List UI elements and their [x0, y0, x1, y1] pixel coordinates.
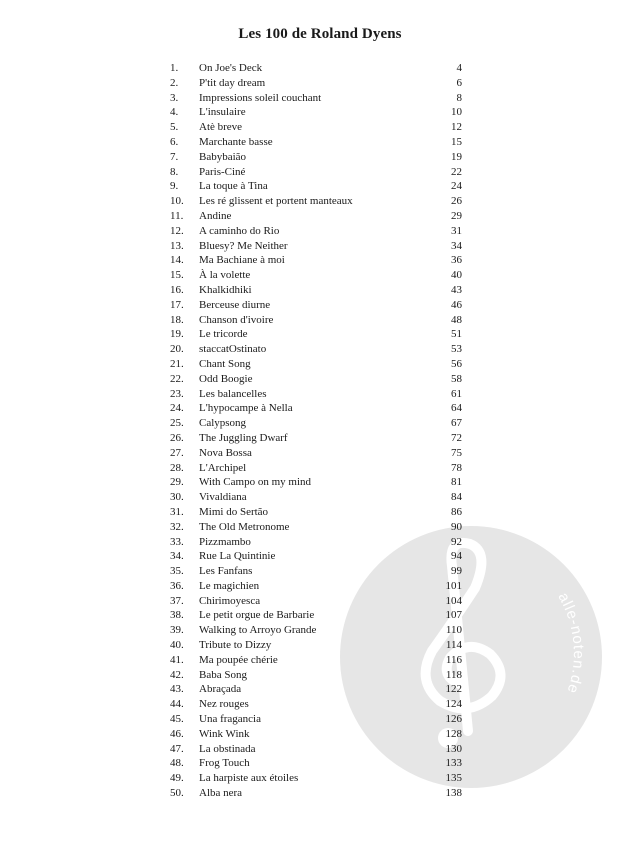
toc-entry — [170, 401, 462, 416]
toc-page: 110 — [445, 624, 462, 637]
toc-number: 43. — [170, 683, 184, 696]
toc-page: 8 — [456, 91, 462, 104]
toc-entry — [170, 697, 462, 712]
toc-entry — [170, 91, 462, 106]
toc-number: 35. — [170, 565, 184, 578]
toc-page: 56 — [451, 357, 462, 370]
toc-number: 27. — [170, 446, 184, 459]
toc-number: 21. — [170, 357, 184, 370]
toc-title: Calypsong — [199, 417, 247, 430]
toc-number: 28. — [170, 461, 184, 474]
toc-number: 17. — [170, 298, 184, 311]
toc-number: 32. — [170, 520, 184, 533]
toc-title: Le petit orgue de Barbarie — [199, 609, 315, 622]
toc-title: Le magichien — [199, 579, 260, 592]
toc-entry — [170, 579, 462, 594]
toc-entry — [170, 431, 462, 446]
toc-title: Frog Touch — [199, 757, 250, 770]
toc-entry — [170, 475, 462, 490]
toc-entry — [170, 283, 462, 298]
watermark-text: alle-noten.de — [554, 589, 587, 697]
toc-page: 46 — [451, 298, 462, 311]
toc-title: Vivaldiana — [199, 491, 247, 504]
toc-entry — [170, 742, 462, 757]
toc-title: Les balancelles — [199, 387, 267, 400]
toc-entry — [170, 756, 462, 771]
toc-title: Baba Song — [199, 668, 247, 681]
toc-number: 10. — [170, 195, 184, 208]
toc-entry — [170, 727, 462, 742]
toc-page: 6 — [456, 76, 462, 89]
toc-entry — [170, 253, 462, 268]
toc-page: 43 — [451, 283, 462, 296]
toc-title: L'hypocampe à Nella — [199, 402, 293, 415]
toc-page: 130 — [445, 742, 462, 755]
toc-page: 138 — [445, 787, 462, 800]
toc-entry — [170, 165, 462, 180]
toc-entry — [170, 387, 462, 402]
toc-page: 36 — [451, 254, 462, 267]
toc-title: Les Fanfans — [199, 565, 253, 578]
toc-page: 90 — [451, 520, 462, 533]
toc-title: Rue La Quintinie — [199, 550, 276, 563]
toc-page: 81 — [451, 476, 462, 489]
toc-title: The Old Metronome — [199, 520, 290, 533]
toc-title: Pizzmambo — [199, 535, 251, 548]
toc-page: 75 — [451, 446, 462, 459]
toc-entry — [170, 179, 462, 194]
toc-page: 104 — [445, 594, 462, 607]
toc-page: 64 — [451, 402, 462, 415]
toc-page: 99 — [451, 565, 462, 578]
toc-entry — [170, 564, 462, 579]
toc-title: Chant Song — [199, 357, 251, 370]
toc-entry — [170, 416, 462, 431]
toc-title: Berceuse diurne — [199, 298, 271, 311]
toc-entry — [170, 105, 462, 120]
toc-page: 24 — [451, 180, 462, 193]
toc-number: 22. — [170, 372, 184, 385]
toc-page: 31 — [451, 224, 462, 237]
toc-number: 4. — [170, 106, 179, 119]
toc-page: 118 — [445, 668, 462, 681]
toc-entry — [170, 461, 462, 476]
toc-number: 37. — [170, 594, 184, 607]
toc-entry — [170, 268, 462, 283]
toc-title: Mimi do Sertão — [199, 505, 269, 518]
toc-title: The Juggling Dwarf — [199, 431, 288, 444]
toc-title: Abraçada — [199, 683, 242, 696]
toc-title: Nova Bossa — [199, 446, 252, 459]
toc-entry — [170, 682, 462, 697]
toc-number: 18. — [170, 313, 184, 326]
toc-page: 135 — [445, 772, 462, 785]
toc-number: 8. — [170, 165, 179, 178]
toc-page: 114 — [445, 639, 462, 652]
toc-number: 45. — [170, 713, 184, 726]
toc-entry — [170, 549, 462, 564]
toc-page: 34 — [451, 239, 462, 252]
toc-title: Tribute to Dizzy — [199, 639, 272, 652]
toc-page: 26 — [451, 195, 462, 208]
toc-number: 7. — [170, 150, 179, 163]
toc-entry — [170, 239, 462, 254]
toc-number: 46. — [170, 727, 184, 740]
table-of-contents — [170, 61, 462, 801]
toc-number: 41. — [170, 653, 184, 666]
toc-title: Chirimoyesca — [199, 594, 261, 607]
toc-number: 25. — [170, 417, 184, 430]
toc-title: Le tricorde — [199, 328, 248, 341]
toc-entry — [170, 372, 462, 387]
toc-page: 15 — [451, 135, 462, 148]
toc-page: 22 — [451, 165, 462, 178]
toc-number: 40. — [170, 639, 184, 652]
toc-number: 19. — [170, 328, 184, 341]
toc-entry — [170, 209, 462, 224]
toc-number: 34. — [170, 550, 184, 563]
toc-page: 48 — [451, 313, 462, 326]
toc-page: 67 — [451, 417, 462, 430]
toc-entry — [170, 505, 462, 520]
toc-title: Wink Wink — [199, 727, 250, 740]
toc-entry — [170, 61, 462, 76]
toc-page: 128 — [445, 727, 462, 740]
toc-title: Ma poupée chérie — [199, 653, 278, 666]
toc-number: 42. — [170, 668, 184, 681]
toc-number: 30. — [170, 491, 184, 504]
toc-title: Bluesy? Me Neither — [199, 239, 288, 252]
toc-entry — [170, 194, 462, 209]
toc-title: Impressions soleil couchant — [199, 91, 322, 104]
toc-entry — [170, 712, 462, 727]
toc-title: Paris-Ciné — [199, 165, 246, 178]
toc-page: 58 — [451, 372, 462, 385]
toc-page: 133 — [445, 757, 462, 770]
toc-title: Les ré glissent et portent manteaux — [199, 195, 353, 208]
toc-entry — [170, 342, 462, 357]
toc-number: 9. — [170, 180, 179, 193]
toc-page: 86 — [451, 505, 462, 518]
toc-title: Chanson d'ivoire — [199, 313, 274, 326]
toc-title: L'Archipel — [199, 461, 247, 474]
toc-page: 92 — [451, 535, 462, 548]
toc-page: 19 — [451, 150, 462, 163]
toc-entry — [170, 771, 462, 786]
toc-title: À la volette — [199, 269, 251, 282]
toc-page: 116 — [445, 653, 462, 666]
toc-entry — [170, 490, 462, 505]
toc-number: 29. — [170, 476, 184, 489]
toc-page: 29 — [451, 209, 462, 222]
toc-entry — [170, 327, 462, 342]
toc-number: 15. — [170, 269, 184, 282]
toc-page: 122 — [445, 683, 462, 696]
toc-entry — [170, 653, 462, 668]
toc-title: Walking to Arroyo Grande — [199, 624, 317, 637]
toc-title: A caminho do Rio — [199, 224, 280, 237]
toc-title: La obstinada — [199, 742, 256, 755]
toc-title: La harpiste aux étoiles — [199, 772, 299, 785]
toc-page: 72 — [451, 431, 462, 444]
toc-page: 94 — [451, 550, 462, 563]
toc-entry — [170, 535, 462, 550]
toc-title: P'tit day dream — [199, 76, 266, 89]
toc-page: 101 — [445, 579, 462, 592]
toc-page: 78 — [451, 461, 462, 474]
toc-title: Nez rouges — [199, 698, 249, 711]
toc-entry — [170, 313, 462, 328]
toc-page: 84 — [451, 491, 462, 504]
toc-number: 50. — [170, 787, 184, 800]
toc-number: 16. — [170, 283, 184, 296]
toc-number: 1. — [170, 62, 179, 74]
toc-title: Ma Bachiane à moi — [199, 254, 285, 267]
toc-entry — [170, 594, 462, 609]
toc-title: staccatOstinato — [199, 343, 267, 356]
toc-number: 2. — [170, 76, 179, 89]
toc-number: 20. — [170, 343, 184, 356]
toc-page: 126 — [445, 713, 462, 726]
toc-entry — [170, 638, 462, 653]
toc-number: 44. — [170, 698, 184, 711]
toc-entry — [170, 76, 462, 91]
toc-entry — [170, 446, 462, 461]
toc-number: 48. — [170, 757, 184, 770]
toc-page: 124 — [445, 698, 462, 711]
toc-page: 61 — [451, 387, 462, 400]
toc-page: 40 — [451, 269, 462, 282]
toc-number: 6. — [170, 135, 179, 148]
toc-number: 26. — [170, 431, 184, 444]
toc-entry — [170, 150, 462, 165]
toc-title: Khalkidhiki — [199, 283, 252, 296]
toc-entry — [170, 298, 462, 313]
toc-title: With Campo on my mind — [199, 476, 311, 489]
toc-title: La toque à Tina — [199, 180, 268, 193]
toc-page: 53 — [451, 343, 462, 356]
toc-number: 47. — [170, 742, 184, 755]
toc-title: Alba nera — [199, 787, 243, 800]
toc-entry — [170, 357, 462, 372]
toc-number: 38. — [170, 609, 184, 622]
toc-number: 14. — [170, 254, 184, 267]
toc-entry — [170, 135, 462, 150]
toc-page: 107 — [445, 609, 462, 622]
toc-entry — [170, 623, 462, 638]
toc-number: 24. — [170, 402, 184, 415]
toc-title: Andine — [199, 209, 232, 222]
toc-entry — [170, 520, 462, 535]
toc-title: L'insulaire — [199, 106, 246, 119]
toc-page: 51 — [451, 328, 462, 341]
toc-entry — [170, 120, 462, 135]
toc-number: 12. — [170, 224, 184, 237]
toc-title: Babybaião — [199, 150, 247, 163]
toc-title: Una fragancia — [199, 713, 261, 726]
toc-page: 10 — [451, 106, 462, 119]
toc-number: 49. — [170, 772, 184, 785]
toc-entry — [170, 224, 462, 239]
toc-title: Atè breve — [199, 121, 243, 134]
toc-number: 13. — [170, 239, 184, 252]
toc-number: 31. — [170, 505, 184, 518]
toc-number: 3. — [170, 91, 179, 104]
toc-title: Odd Boogie — [199, 372, 253, 385]
toc-entry — [170, 608, 462, 623]
toc-number: 39. — [170, 624, 184, 637]
toc-number: 33. — [170, 535, 184, 548]
toc-page: 12 — [451, 121, 462, 134]
toc-number: 36. — [170, 579, 184, 592]
toc-number: 11. — [170, 209, 184, 222]
toc-page: 4 — [456, 62, 462, 74]
toc-entry — [170, 668, 462, 683]
toc-entry — [170, 786, 462, 801]
toc-number: 5. — [170, 121, 179, 134]
toc-title: Marchante basse — [199, 135, 273, 148]
toc-number: 23. — [170, 387, 184, 400]
toc-title: On Joe's Deck — [199, 62, 263, 74]
page-title: Les 100 de Roland Dyens — [238, 26, 402, 42]
